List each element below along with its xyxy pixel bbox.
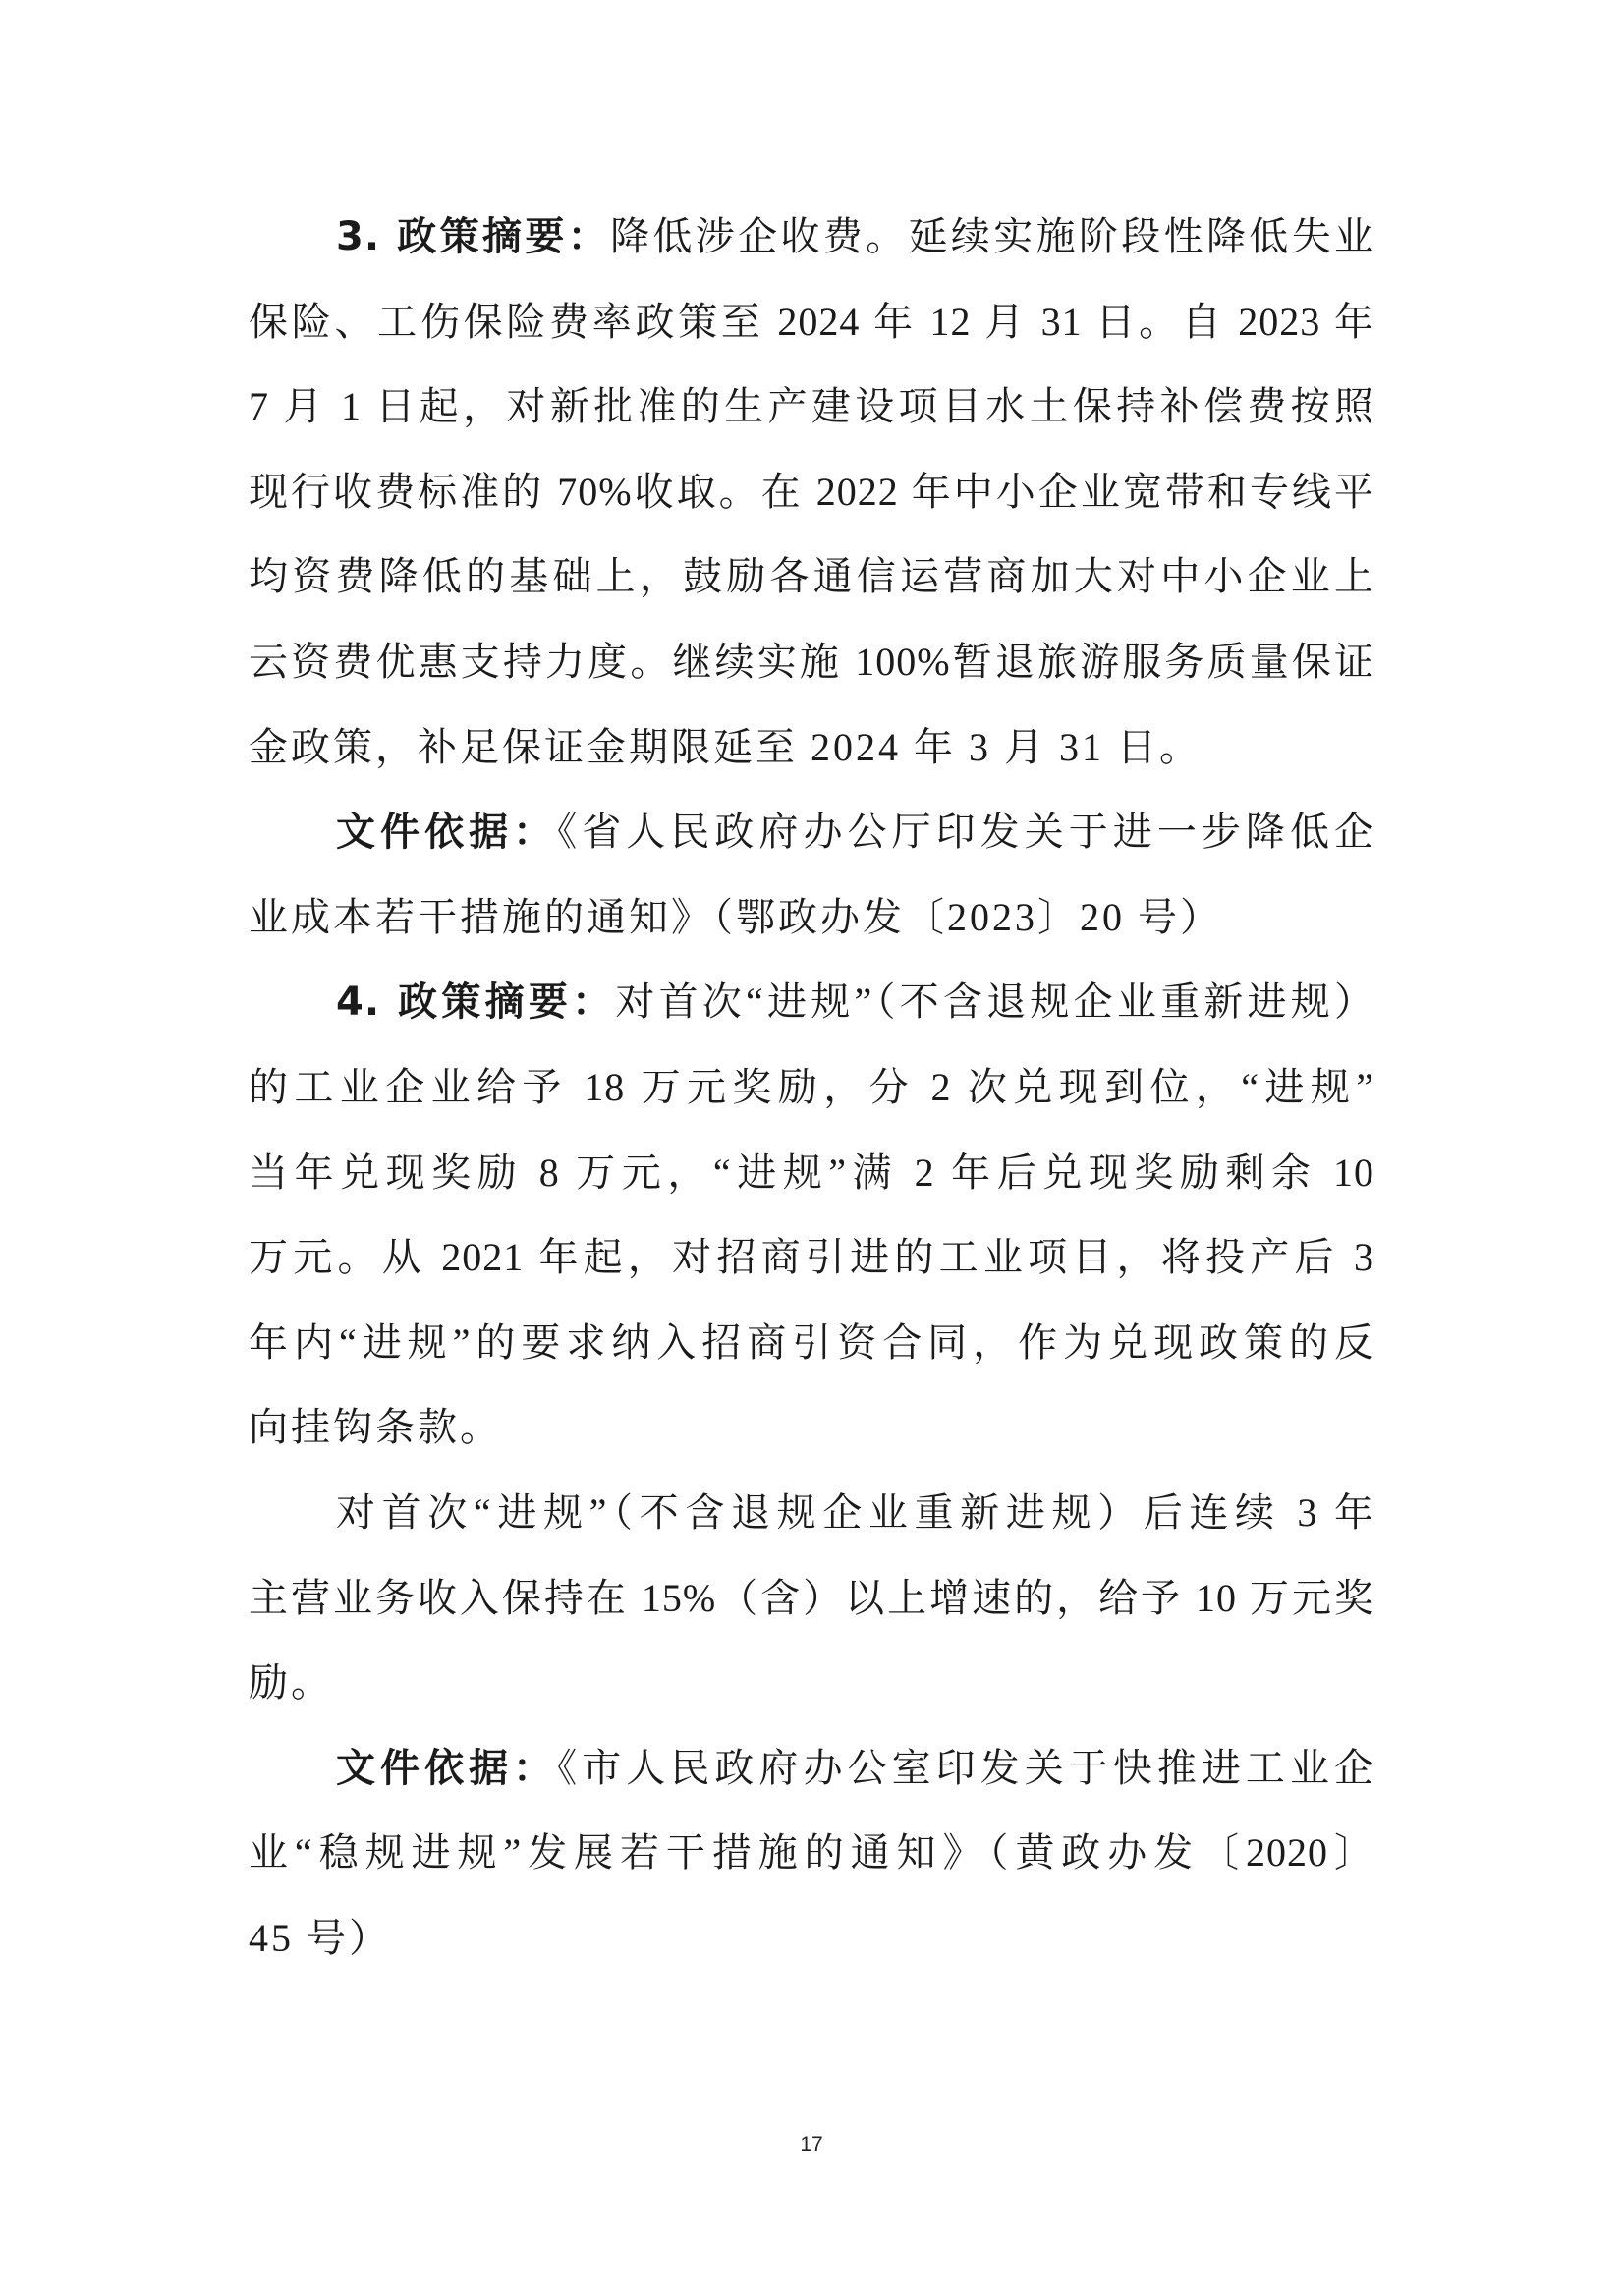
document-basis-label: 文件依据： bbox=[336, 810, 558, 856]
policy-summary-label: 3. 政策摘要： bbox=[336, 214, 611, 259]
paragraph-line: 向挂钩条款。 bbox=[249, 1405, 502, 1450]
line-text: 对首次“进规”（不含退规企业重新进规） bbox=[615, 980, 1374, 1025]
paragraph-line: 对首次“进规”（不含退规企业重新进规）后连续 3 年 bbox=[336, 1489, 1374, 1535]
paragraph-line: 45 号） bbox=[249, 1915, 391, 1960]
paragraph-line: 万元。从 2021 年起，对招商引进的工业项目，将投产后 3 bbox=[249, 1235, 1374, 1280]
policy-4-continued bbox=[249, 1471, 1374, 1726]
line-text: 《市人民政府办公室印发关于快推进工业企 bbox=[557, 1745, 1375, 1790]
paragraph-line: 年内“进规”的要求纳入招商引资合同，作为兑现政策的反 bbox=[249, 1319, 1374, 1365]
paragraph-line: 保险、工伤保险费率政策至 2024 年 12 月 31 日。自 2023 年 bbox=[249, 299, 1374, 344]
paragraph-line bbox=[249, 960, 1374, 1045]
paragraph-line: 云资费优惠支持力度。继续实施 100%暂退旅游服务质量保证 bbox=[249, 639, 1374, 684]
paragraph-line bbox=[249, 1726, 1374, 1812]
document-basis-label: 文件依据： bbox=[336, 1745, 558, 1791]
paragraph-line: 励。 bbox=[249, 1660, 333, 1706]
paragraph-line: 业成本若干措施的通知》（鄂政办发〔2023〕20 号） bbox=[249, 894, 1222, 939]
paragraph-line bbox=[249, 790, 1374, 875]
policy-3-summary bbox=[249, 195, 1374, 790]
paragraph-line: 主营业务收入保持在 15%（含）以上增速的，给予 10 万元奖 bbox=[249, 1575, 1374, 1620]
paragraph-line: 现行收费标准的 70%收取。在 2022 年中小企业宽带和专线平 bbox=[249, 469, 1374, 514]
policy-4-document-basis bbox=[249, 1726, 1374, 1982]
paragraph-line: 当年兑现奖励 8 万元，“进规”满 2 年后兑现奖励剩余 10 bbox=[249, 1149, 1374, 1195]
policy-4-summary bbox=[249, 960, 1374, 1471]
page-number: 17 bbox=[800, 2133, 823, 2156]
line-text: 《省人民政府办公厅印发关于进一步降低企 bbox=[557, 810, 1375, 855]
policy-summary-label: 4. 政策摘要： bbox=[336, 980, 616, 1026]
policy-3-document-basis bbox=[249, 790, 1374, 960]
paragraph-line bbox=[249, 195, 1374, 280]
paragraph-line: 7 月 1 日起，对新批准的生产建设项目水土保持补偿费按照 bbox=[249, 384, 1374, 429]
paragraph-line: 均资费降低的基础上，鼓励各通信运营商加大对中小企业上 bbox=[249, 554, 1374, 599]
line-text: 降低涉企收费。延续实施阶段性降低失业 bbox=[610, 214, 1375, 258]
document-body bbox=[249, 195, 1374, 1981]
paragraph-line: 金政策，补足保证金期限延至 2024 年 3 月 31 日。 bbox=[249, 724, 1202, 769]
paragraph-line: 的工业企业给予 18 万元奖励，分 2 次兑现到位，“进规” bbox=[249, 1064, 1374, 1109]
paragraph-line: 业“稳规进规”发展若干措施的通知》（黄政办发〔2020〕 bbox=[249, 1830, 1374, 1876]
